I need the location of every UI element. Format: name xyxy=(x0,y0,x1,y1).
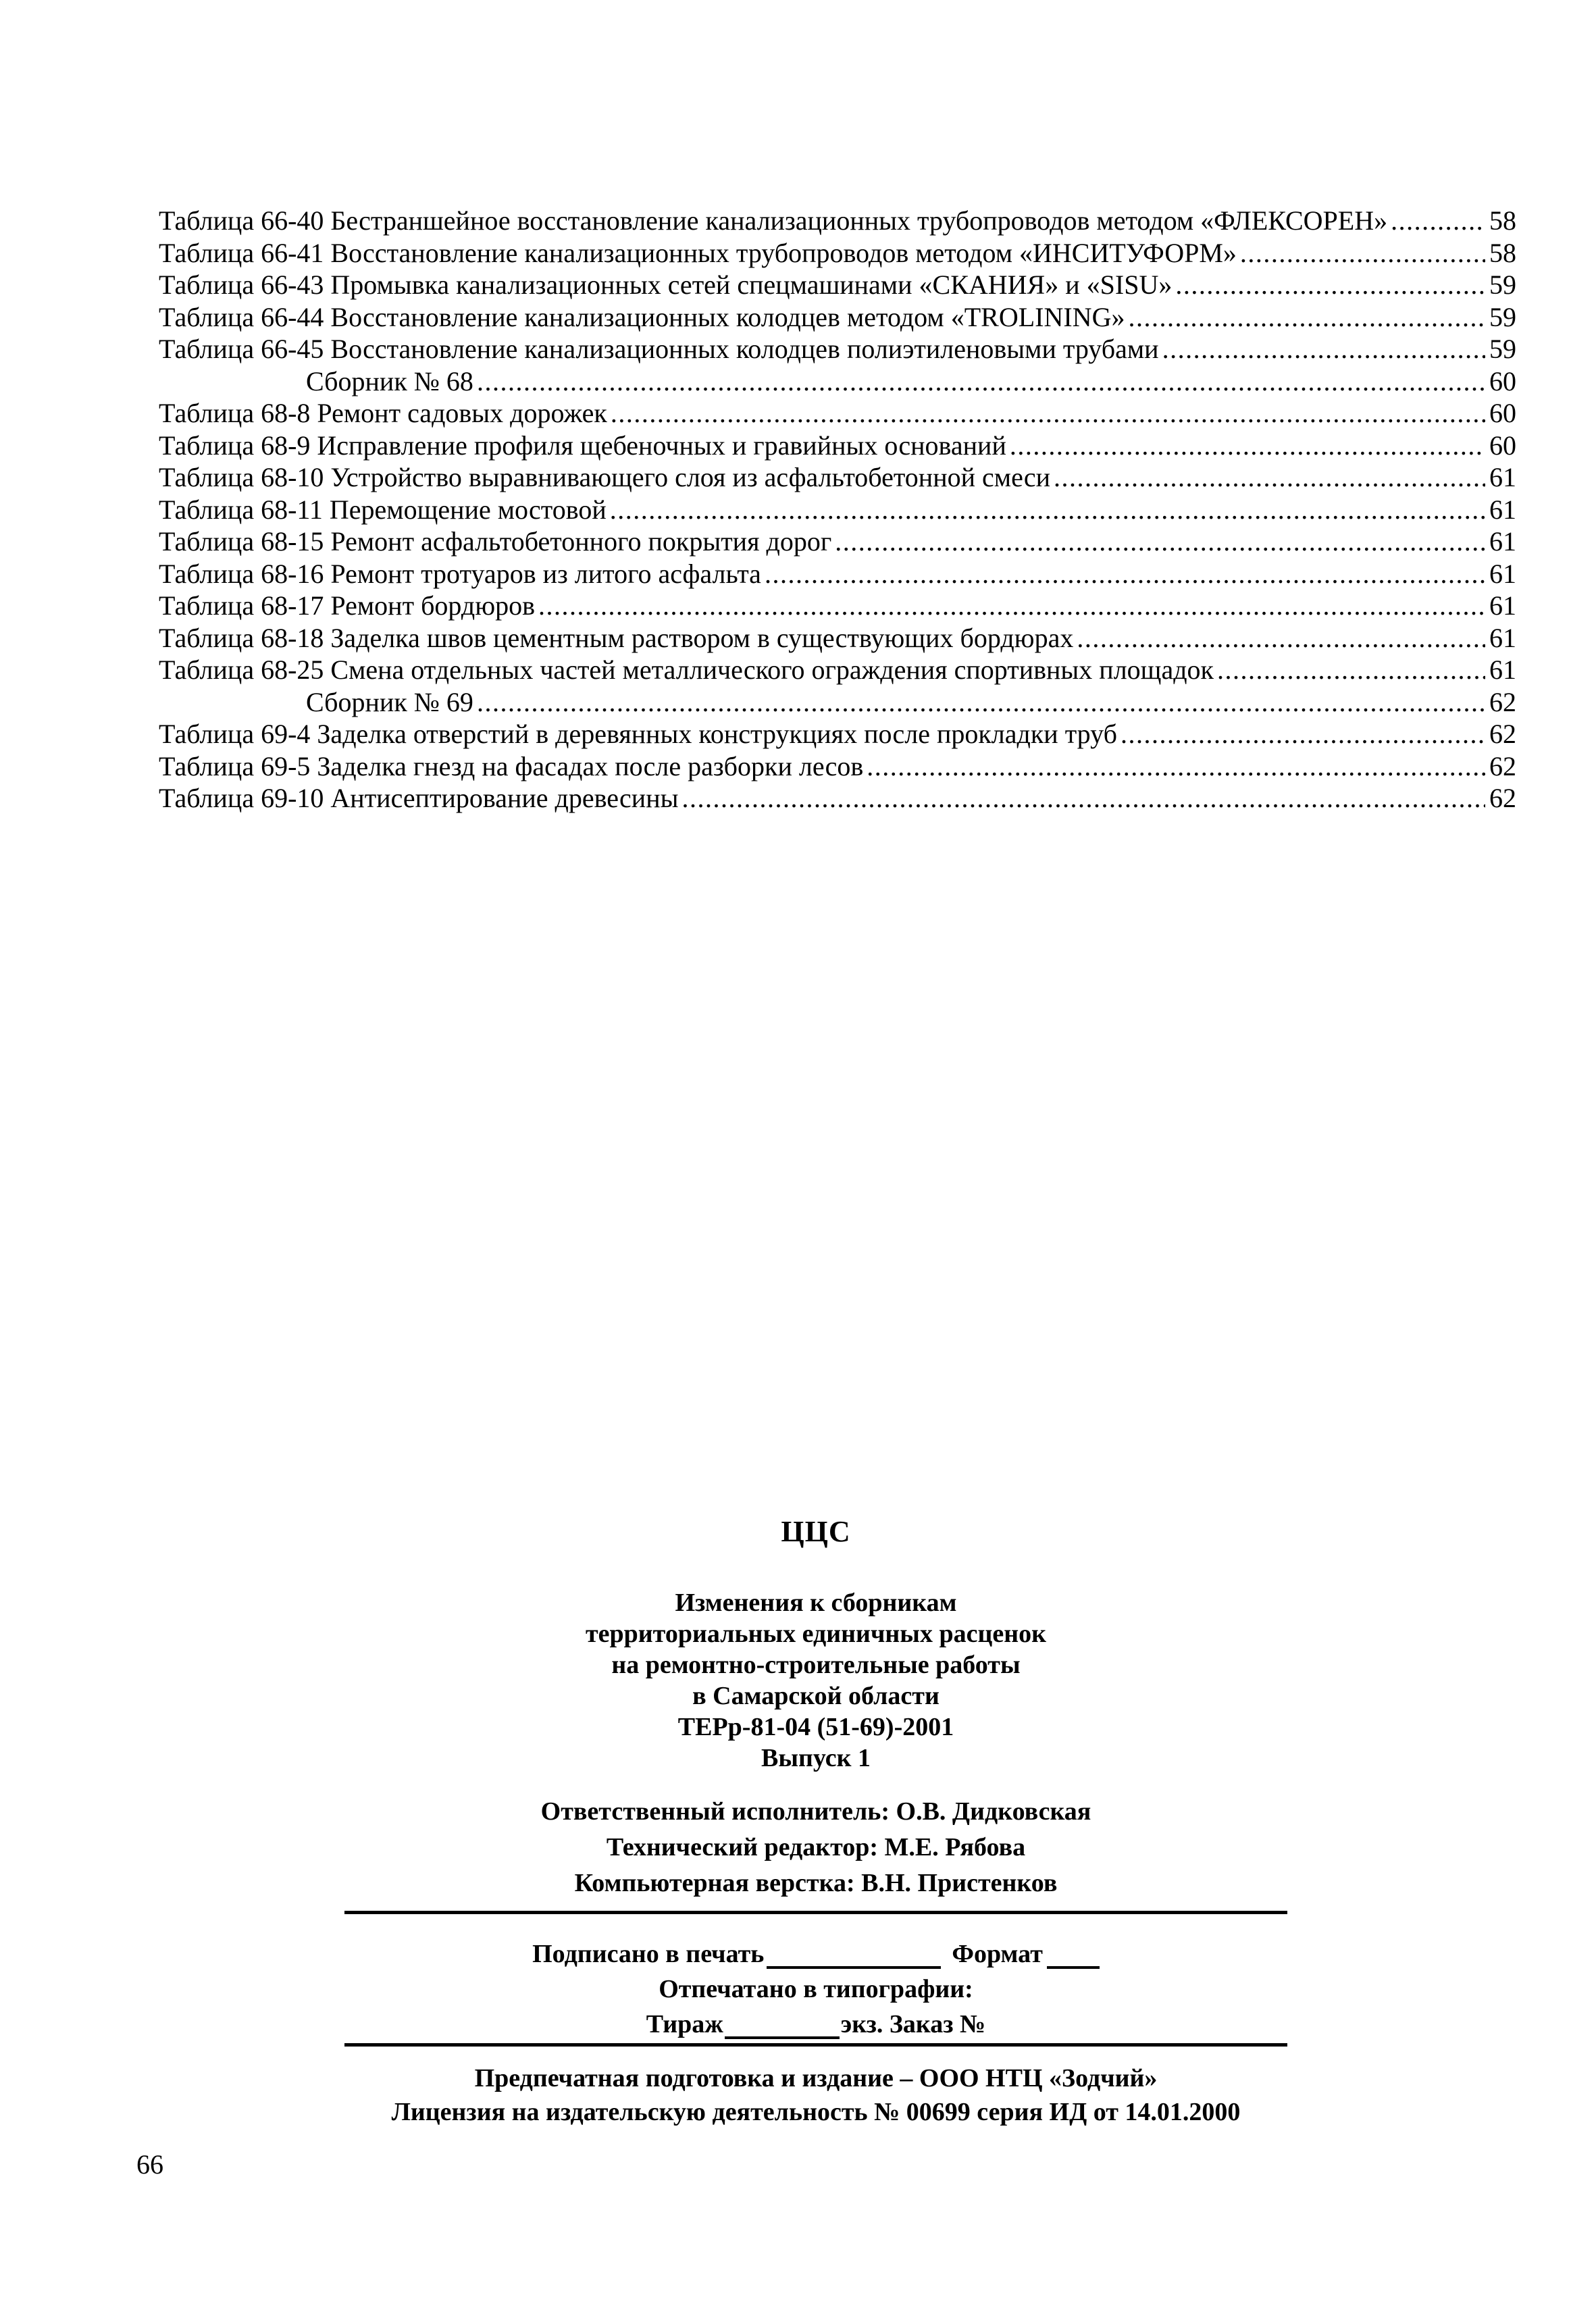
printed-at-line: Отпечатано в типографии: xyxy=(659,1975,973,2003)
toc-dot-leader xyxy=(1162,333,1485,365)
toc-entry-label: Таблица 68-9 Исправление профиля щебеночных и гравийных оснований xyxy=(159,430,1006,461)
toc-page-number: 61 xyxy=(1489,654,1516,685)
toc-dot-leader xyxy=(538,590,1485,622)
toc-entry-label: Таблица 68-16 Ремонт тротуаров из литого асфальта xyxy=(159,558,761,589)
staff-line-layout: Компьютерная верстка: В.Н. Пристенков xyxy=(574,1869,1058,1897)
toc-page-number: 59 xyxy=(1489,334,1516,364)
tirazh-line xyxy=(344,2007,1287,2042)
toc-entry-label: Таблица 68-17 Ремонт бордюров xyxy=(159,590,536,621)
toc-page-number: 58 xyxy=(1489,205,1516,236)
toc-dot-leader xyxy=(1010,430,1485,462)
toc-page-number: 62 xyxy=(1489,783,1516,813)
toc-page-number: 61 xyxy=(1489,622,1516,653)
toc-entry-label: Таблица 68-25 Смена отдельных частей металлического ограждения спортивных площадок xyxy=(159,654,1214,685)
title-line-issue: Выпуск 1 xyxy=(761,1744,871,1772)
staff-credits xyxy=(344,1794,1287,1901)
toc-entry-label: Таблица 68-18 Заделка швов цементным раствором в существующих бордюрах xyxy=(159,622,1074,653)
toc-page-number: 58 xyxy=(1489,237,1516,268)
signed-to-print-label: Подписано в печать xyxy=(532,1940,765,1968)
toc-entry xyxy=(159,654,1516,686)
staff-line-editor: Технический редактор: М.Е. Рябова xyxy=(606,1833,1026,1861)
toc-page-number: 62 xyxy=(1489,750,1516,781)
license-line: Лицензия на издательскую деятельность № 00699 серия ИД от 14.01.2000 xyxy=(391,2098,1241,2126)
table-of-contents xyxy=(159,205,1516,815)
toc-entry xyxy=(159,365,1516,398)
toc-entry-label: Таблица 68-15 Ремонт асфальтобетонного покрытия дорог xyxy=(159,526,832,557)
toc-entry xyxy=(159,590,1516,622)
toc-entry xyxy=(159,782,1516,815)
toc-entry-label: Таблица 66-45 Восстановление канализационных колодцев полиэтиленовыми трубами xyxy=(159,334,1159,364)
title-line: территориальных единичных расценок xyxy=(585,1620,1046,1648)
toc-entry-label: Таблица 68-11 Перемощение мостовой xyxy=(159,494,607,525)
fill-in-blank-line xyxy=(767,1946,941,1969)
imprint-block xyxy=(344,1515,1287,2129)
toc-dot-leader xyxy=(1391,205,1485,237)
toc-entry xyxy=(159,461,1516,494)
toc-entry xyxy=(159,397,1516,430)
toc-entry xyxy=(159,525,1516,558)
toc-entry xyxy=(159,686,1516,719)
toc-entry xyxy=(159,301,1516,334)
toc-entry-label: Сборник № 68 xyxy=(306,365,473,396)
toc-dot-leader xyxy=(610,494,1485,526)
toc-entry xyxy=(159,718,1516,750)
publisher-line: Предпечатная подготовка и издание – ООО НТЦ «Зодчий» xyxy=(474,2064,1158,2092)
fill-in-blank-line xyxy=(1047,1946,1100,1969)
toc-dot-leader xyxy=(835,525,1485,558)
toc-dot-leader xyxy=(477,365,1485,398)
publication-title xyxy=(344,1587,1287,1774)
title-line: в Самарской области xyxy=(692,1682,939,1710)
toc-entry xyxy=(159,558,1516,590)
toc-entry xyxy=(159,494,1516,526)
toc-dot-leader xyxy=(682,782,1486,815)
signed-format-line xyxy=(344,1936,1287,1972)
toc-entry xyxy=(159,333,1516,365)
toc-page-number: 59 xyxy=(1489,301,1516,332)
toc-entry-label: Таблица 69-10 Антисептирование древесины xyxy=(159,783,679,813)
toc-entry-label: Сборник № 69 xyxy=(306,686,473,717)
toc-entry-label: Таблица 66-40 Бестраншейное восстановление канализационных трубопроводов методом «ФЛЕКСОРЕН» xyxy=(159,205,1388,236)
title-line: Изменения к сборникам xyxy=(675,1589,957,1617)
tirazh-label: Тираж xyxy=(646,2010,723,2038)
title-line-code: ТЕРр-81-04 (51-69)-2001 xyxy=(677,1713,954,1741)
toc-dot-leader xyxy=(611,397,1485,430)
toc-page-number: 61 xyxy=(1489,558,1516,589)
staff-line-executive: Ответственный исполнитель: О.В. Дидковская xyxy=(540,1797,1091,1826)
toc-dot-leader xyxy=(477,686,1485,719)
toc-entry xyxy=(159,269,1516,301)
divider-line-top xyxy=(344,1911,1287,1914)
toc-entry xyxy=(159,205,1516,237)
toc-dot-leader xyxy=(1240,237,1485,269)
toc-entry-label: Таблица 68-8 Ремонт садовых дорожек xyxy=(159,398,607,428)
toc-dot-leader xyxy=(867,750,1485,783)
format-label: Формат xyxy=(952,1940,1043,1968)
organization-abbrev: ЦЦС xyxy=(781,1515,851,1548)
toc-entry-label: Таблица 69-5 Заделка гнезд на фасадах после разборки лесов xyxy=(159,750,864,781)
toc-dot-leader xyxy=(1054,461,1485,494)
toc-page-number: 61 xyxy=(1489,526,1516,557)
toc-dot-leader xyxy=(1175,269,1485,301)
toc-dot-leader xyxy=(1121,718,1485,750)
toc-entry xyxy=(159,237,1516,269)
toc-dot-leader xyxy=(1217,654,1485,686)
divider-line-bottom xyxy=(344,2043,1287,2047)
fill-in-blank-line xyxy=(725,2016,840,2039)
title-line: на ремонтно-строительные работы xyxy=(611,1651,1021,1679)
toc-page-number: 59 xyxy=(1489,269,1516,300)
toc-entry xyxy=(159,430,1516,462)
toc-page-number: 62 xyxy=(1489,686,1516,717)
printing-info xyxy=(344,1936,1287,2042)
toc-page-number: 62 xyxy=(1489,719,1516,749)
toc-page-number: 60 xyxy=(1489,365,1516,396)
publisher-info xyxy=(344,2061,1287,2129)
toc-page-number: 60 xyxy=(1489,430,1516,461)
toc-page-number: 61 xyxy=(1489,590,1516,621)
toc-entry-label: Таблица 66-41 Восстановление канализационных трубопроводов методом «ИНСИТУФОРМ» xyxy=(159,237,1237,268)
toc-entry-label: Таблица 66-43 Промывка канализационных сетей спецмашинами «СКАНИЯ» и «SISU» xyxy=(159,269,1173,300)
toc-dot-leader xyxy=(765,558,1485,590)
toc-entry xyxy=(159,622,1516,654)
toc-dot-leader xyxy=(1128,301,1485,334)
toc-page-number: 61 xyxy=(1489,494,1516,525)
page-number: 66 xyxy=(136,2149,163,2180)
toc-dot-leader xyxy=(1077,622,1485,654)
toc-entry-label: Таблица 66-44 Восстановление канализационных колодцев методом «TROLINING» xyxy=(159,301,1125,332)
toc-page-number: 60 xyxy=(1489,398,1516,428)
toc-entry xyxy=(159,750,1516,783)
toc-entry-label: Таблица 69-4 Заделка отверстий в деревянных конструкциях после прокладки труб xyxy=(159,719,1117,749)
order-number-label: экз. Заказ № xyxy=(840,2010,986,2038)
toc-entry-label: Таблица 68-10 Устройство выравнивающего слоя из асфальтобетонной смеси xyxy=(159,462,1050,492)
toc-page-number: 61 xyxy=(1489,462,1516,492)
